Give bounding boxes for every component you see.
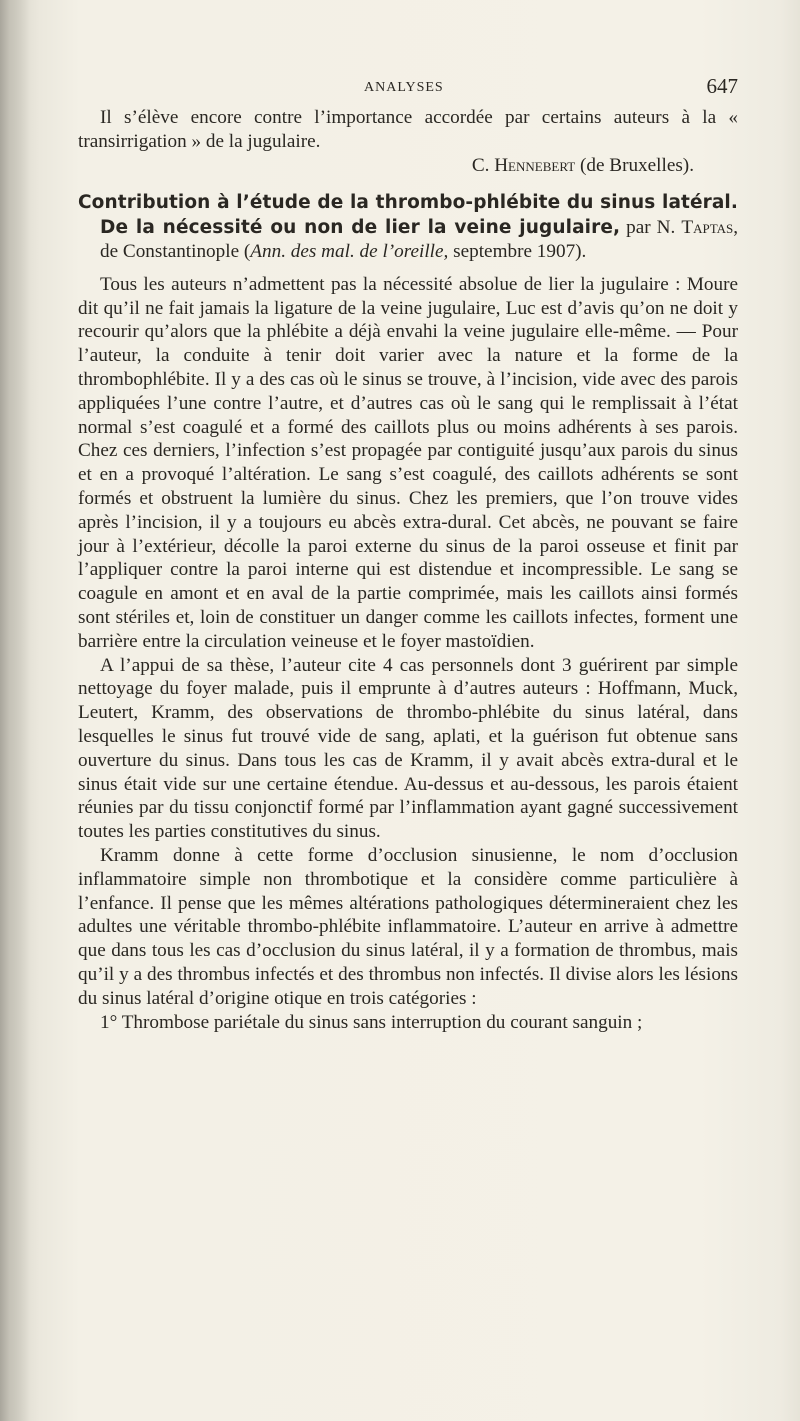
article-heading bbox=[78, 191, 738, 265]
previous-article-closing: Il s’élève encore contre l’importance accordée par certains auteurs à la « transirrigation » de la jugulaire. bbox=[78, 107, 738, 152]
page-gutter-shadow bbox=[0, 0, 30, 1421]
signature-place: (de Bruxelles). bbox=[579, 154, 694, 176]
signature-name: C. Hennebert bbox=[471, 154, 576, 176]
article bbox=[78, 191, 738, 1034]
article-paragraph: Tous les auteurs n’admettent pas la nécessité absolue de lier la jugulaire : Moure dit qu’il ne fait jamais la ligature de la veine jugulaire, Luc est d’avis qu’on ne doit y recourir qu’alors que la phlébite a déjà envahi la veine jugulaire elle-même. — Pour l’auteur, la conduite à tenir doit varier avec la nature et la forme de la thrombophlébite. Il y a des cas où le sinus se trouve, à l’incision, vide avec des parois appliquées l’une contre l’autre, et d’autres cas où le sang qui le remplissait à l’état normal s’est coagulé et a formé des caillots plus ou moins adhérents à ses parois. Chez ces derniers, l’infection s’est propagée par contiguité jusqu’aux parois du sinus et en a provoqué l’altération. Le sang s’est coagulé, des caillots adhérents se sont formés et obstruent la lumière du sinus. Chez les premiers, que l’on trouve vides après l’incision, il y a toujours eu abcès extra-dural. Cet abcès, ne pouvant se faire jour à l’extérieur, décolle la paroi externe du sinus de la paroi osseuse et finit par l’appliquer contre la paroi interne qui est distendue et incompressible. Le sang se coagule en amont et en aval de la partie comprimée, mais les caillots ainsi formés sont stériles et, loin de constituer un danger comme les caillots infectes, forment une barrière entre la circulation veineuse et le foyer mastoïdien. bbox=[78, 273, 738, 652]
article-body bbox=[78, 273, 738, 1035]
article-paragraph: 1° Thrombose pariétale du sinus sans interruption du courant sanguin ; bbox=[100, 1011, 643, 1033]
page-text-block bbox=[78, 72, 738, 1034]
running-header bbox=[78, 72, 738, 106]
article-author: Taptas bbox=[681, 216, 734, 238]
article-paragraph: Kramm donne à cette forme d’occlusion sinusienne, le nom d’occlusion inflammatoire simple non thrombotique et la considère comme particulière à l’enfance. Il pense que les mêmes altérations pathologiques détermineraient chez les adultes une véritable thrombo-phlébite inflammatoire. L’auteur en arrive à admettre que dans tous les cas d’occlusion du sinus latéral, il y a formation de thrombus, mais qu’il y a des thrombus infectés et des thrombus non infectés. Il divise alors les lésions du sinus latéral d’origine otique en trois catégories : bbox=[78, 845, 738, 1009]
article-paragraph: A l’appui de sa thèse, l’auteur cite 4 cas personnels dont 3 guérirent par simple nettoyage du foyer malade, puis il emprunte à d’autres auteurs : Hoffmann, Muck, Leutert, Kramm, des observations de thrombo-phlébite du sinus latéral, dans lesquelles le sinus fut trouvé vide de sang, aplati, et la guérison fut obtenue sans ouverture du sinus. Dans tous les cas de Kramm, il y avait abcès extra-dural et le sinus était vide sur une certaine étendue. Au-dessus et au-dessous, les parois étaient réunies par du tissu conjonctif formé par l’inflammation ayant gagné successivement toutes les parties constitutives du sinus. bbox=[78, 654, 738, 843]
byline-prefix: par N. bbox=[626, 216, 676, 238]
previous-article-signature bbox=[78, 154, 738, 178]
journal-name: Ann. des mal. de l’oreille, bbox=[250, 241, 449, 263]
article-title: Contribution à l’étude de la thrombo-phlébite du sinus latéral. De la nécessité ou non de lier la veine jugulaire, bbox=[78, 192, 738, 238]
page-number: 647 bbox=[706, 74, 738, 98]
byline-mid: , de Constantinople ( bbox=[100, 216, 739, 263]
running-title: ANALYSES bbox=[364, 80, 444, 95]
byline-suffix: septembre 1907). bbox=[448, 241, 587, 263]
